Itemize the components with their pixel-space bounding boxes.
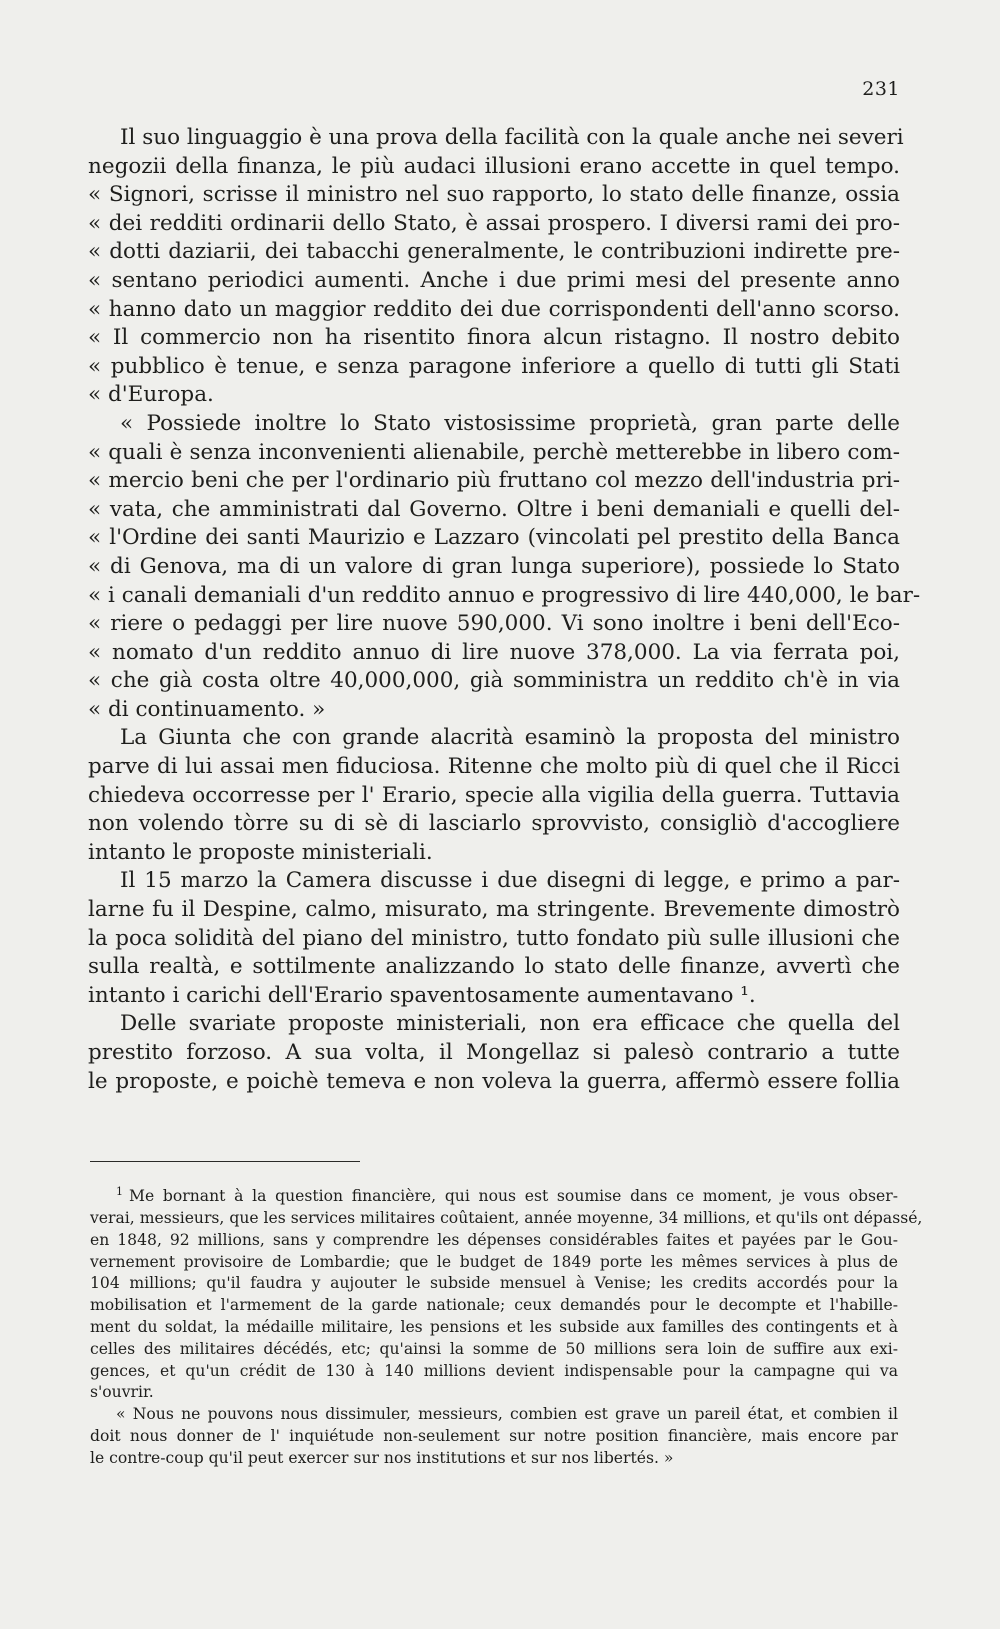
text-line: intanto i carichi dell'Erario spaventosamente aumentavano ¹. bbox=[88, 982, 756, 1008]
footnote-line bbox=[90, 1361, 898, 1383]
text-line: « Signori, scrisse il ministro nel suo rapporto, lo stato delle finanze, ossia bbox=[88, 182, 900, 208]
footnote-line bbox=[90, 1339, 898, 1361]
footnotes bbox=[90, 1181, 923, 1470]
text-line: prestito forzoso. A sua volta, il Mongellaz si palesò contrario a tutte bbox=[88, 1040, 900, 1065]
text-line: « mercio beni che per l'ordinario più fruttano col mezzo dell'industria pri- bbox=[88, 468, 900, 494]
footnote-text: le contre-coup qu'il peut exercer sur nos institutions et sur nos libertés. » bbox=[90, 1448, 674, 1467]
footnote-text: en 1848, 92 millions, sans y comprendre les dépenses considérables faites et payées par le Gou- bbox=[90, 1230, 898, 1249]
footnote-line bbox=[90, 1426, 898, 1448]
text-line: « sentano periodici aumenti. Anche i due primi mesi del presente anno bbox=[88, 267, 900, 293]
text-line: Delle svariate proposte ministeriali, non era efficace che quella del bbox=[120, 1011, 900, 1037]
text-line: « Possiede inoltre lo Stato vistosissime proprietà, gran parte delle bbox=[120, 410, 900, 436]
text-line: Il suo linguaggio è una prova della facilità con la quale anche nei severi bbox=[120, 125, 904, 150]
footnote-text: doit nous donner de l' inquiétude non-seulement sur notre position financière, mais encore par bbox=[90, 1426, 898, 1445]
text-line: non volendo tòrre su di sè di lasciarlo sprovvisto, consigliò d'accogliere bbox=[88, 811, 900, 837]
text-line: parve di lui assai men fiduciosa. Ritenne che molto più di quel che il Ricci bbox=[88, 754, 900, 780]
text-line: « d'Europa. bbox=[88, 382, 214, 408]
text-line: la poca solidità del piano del ministro, tutto fondato più sulle illusioni che bbox=[88, 925, 900, 951]
footnote-separator bbox=[90, 1161, 360, 1162]
text-line: « di continuamento. » bbox=[88, 696, 326, 722]
footnote-line bbox=[90, 1317, 898, 1339]
text-line: « vata, che amministrati dal Governo. Oltre i beni demaniali e quelli del- bbox=[88, 496, 900, 522]
text-line: le proposte, e poichè temeva e non voleva la guerra, affermò essere follia bbox=[88, 1068, 900, 1094]
footnote-text: 104 millions; qu'il faudra y aujouter le subside mensuel à Venise; les credits accordés pour la bbox=[90, 1274, 898, 1293]
text-line: « Il commercio non ha risentito finora alcun ristagno. Il nostro debito bbox=[88, 325, 900, 351]
text-line: « di Genova, ma di un valore di gran lunga superiore), possiede lo Stato bbox=[88, 553, 900, 579]
footnote-text: « Nous ne pouvons nous dissimuler, messieurs, combien est grave un pareil état, et combien il bbox=[116, 1405, 898, 1424]
text-line: larne fu il Despine, calmo, misurato, ma stringente. Brevemente dimostrò bbox=[88, 897, 900, 923]
footnote-text: gences, et qu'un crédit de 130 à 140 millions devient indispensable pour la campagne qui va bbox=[90, 1361, 898, 1380]
footnote-line bbox=[90, 1181, 898, 1208]
footnote-text: Me bornant à la question financière, qui nous est soumise dans ce moment, je vous obser- bbox=[129, 1187, 898, 1206]
text-line: sulla realtà, e sottilmente analizzando lo stato delle finanze, avvertì che bbox=[88, 954, 900, 980]
text-line: « riere o pedaggi per lire nuove 590,000. Vi sono inoltre i beni dell'Eco- bbox=[88, 611, 900, 637]
footnote-line bbox=[90, 1382, 898, 1404]
footnote-line bbox=[90, 1230, 898, 1252]
footnote-marker: 1 bbox=[116, 1185, 123, 1198]
text-line: « quali è senza inconvenienti alienabile, perchè metterebbe in libero com- bbox=[88, 439, 900, 465]
text-line: « pubblico è tenue, e senza paragone inferiore a quello di tutti gli Stati bbox=[88, 353, 900, 379]
text-line: « dei redditi ordinarii dello Stato, è assai prospero. I diversi rami dei pro- bbox=[88, 210, 900, 236]
text-line: intanto le proposte ministeriali. bbox=[88, 839, 433, 865]
footnote-line bbox=[90, 1273, 898, 1295]
footnote-line bbox=[90, 1404, 898, 1426]
footnote-text: s'ouvrir. bbox=[90, 1383, 154, 1402]
footnote-text: verai, messieurs, que les services militaires coûtaient, année moyenne, 34 millions, et qu'ils ont dépassé, bbox=[90, 1208, 923, 1227]
text-line: « l'Ordine dei santi Maurizio e Lazzaro (vincolati pel prestito della Banca bbox=[88, 525, 900, 551]
footnote-text: mobilisation et l'armement de la garde nationale; ceux demandés pour le decompte et l'habille- bbox=[90, 1296, 898, 1315]
footnote-line bbox=[90, 1295, 898, 1317]
footnote-line bbox=[90, 1448, 898, 1470]
text-line: Il 15 marzo la Camera discusse i due disegni di legge, e primo a par- bbox=[120, 868, 900, 894]
footnote-line bbox=[90, 1252, 898, 1274]
footnote-text: celles des militaires décédés, etc; qu'ainsi la somme de 50 millions sera loin de suffire aux exi- bbox=[90, 1339, 898, 1358]
text-line: negozii della finanza, le più audaci illusioni erano accette in quel tempo. bbox=[88, 153, 900, 179]
text-line: « dotti daziarii, dei tabacchi generalmente, le contribuzioni indirette pre- bbox=[88, 239, 900, 265]
main-text bbox=[88, 124, 921, 1096]
footnote-text: ment du soldat, la médaille militaire, les pensions et les subside aux familles des contingents et à bbox=[90, 1317, 898, 1336]
text-line: « hanno dato un maggior reddito dei due corrispondenti dell'anno scorso. bbox=[88, 296, 900, 322]
footnote-text: vernement provisoire de Lombardie; que le budget de 1849 porte les mêmes services à plus de bbox=[90, 1252, 898, 1271]
text-line: La Giunta che con grande alacrità esaminò la proposta del ministro bbox=[120, 725, 900, 751]
footnote-line bbox=[90, 1208, 923, 1230]
page-number: 231 bbox=[862, 78, 900, 100]
text-line: « nomato d'un reddito annuo di lire nuove 378,000. La via ferrata poi, bbox=[88, 639, 900, 665]
text-line: « che già costa oltre 40,000,000, già somministra un reddito ch'è in via bbox=[88, 668, 900, 694]
text-line: chiedeva occorresse per l' Erario, specie alla vigilia della guerra. Tuttavia bbox=[88, 782, 900, 808]
text-line: « i canali demaniali d'un reddito annuo e progressivo di lire 440,000, le bar- bbox=[88, 582, 921, 608]
